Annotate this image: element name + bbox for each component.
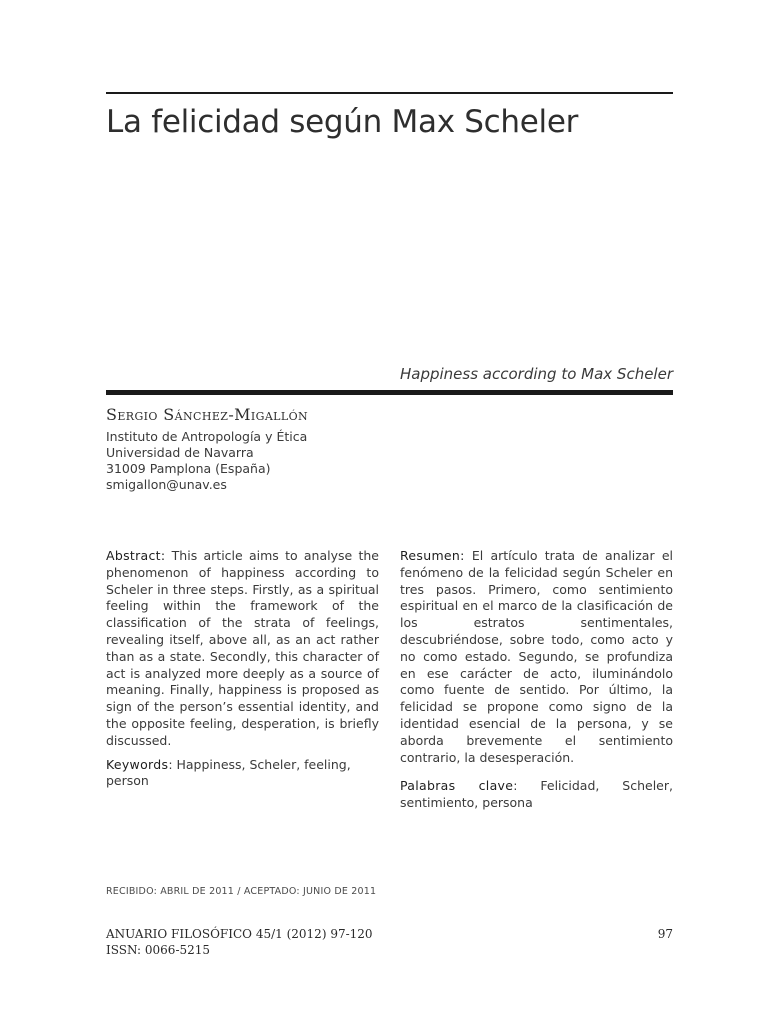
top-rule (106, 92, 673, 94)
header-divider (106, 390, 673, 395)
author-email[interactable]: smigallon@unav.es (106, 477, 227, 492)
abstract-paragraph (106, 548, 379, 750)
author-name: Sergio Sánchez-Migallón (106, 405, 309, 424)
keywords-paragraph (106, 757, 379, 791)
article-subtitle-english: Happiness according to Max Scheler (399, 365, 673, 383)
palabras-clave-text: : Felicidad, Scheler, sentimiento, persona (400, 778, 673, 811)
palabras-clave-label: Palabras clave (400, 778, 514, 794)
article-title: La felicidad según Max Scheler (106, 104, 579, 140)
keywords-label: Keywords (106, 756, 169, 772)
keywords-text: : Happiness, Scheler, feeling, person (106, 756, 351, 789)
journal-info (106, 926, 373, 958)
abstract-column (106, 548, 379, 797)
page-number: 97 (657, 927, 673, 941)
affiliation-address: 31009 Pamplona (España) (106, 461, 271, 476)
affiliation-university: Universidad de Navarra (106, 445, 254, 460)
journal-issn: ISSN: 0066-5215 (106, 943, 211, 957)
resumen-column (400, 548, 673, 819)
palabras-clave-paragraph (400, 778, 673, 812)
resumen-text: El artículo trata de analizar el fenómeno de la felicidad según Scheler en tres pasos. Primero, como sentimiento espiritual en el marco de la clasificación de los estratos sentimentales, descubriéndose, sobre todo, como acto y no como estado. Segundo, se profundiza en ese carácter de acto, iluminándolo como fuente de sentido. Por último, la felicidad se propone como signo de la identidad esencial de la persona, y se aborda brevemente el sentimiento contrario, la desesperación. (400, 548, 673, 765)
resumen-label: Resumen: (400, 548, 465, 563)
received-dates: RECIBIDO: ABRIL DE 2011 / ACEPTADO: JUNIO DE 2011 (106, 886, 377, 897)
abstract-text: This article aims to analyse the phenomenon of happiness according to Scheler in three steps. Firstly, as a spiritual feeling within the framework of the classification of the strata of feelings, revealing itself, above all, as an act rather than as a state. Secondly, this character of act is analyzed more deeply as a source of meaning. Finally, happiness is proposed as sign of the person’s essential identity, and the opposite feeling, desperation, is briefly discussed. (106, 548, 379, 748)
author-affiliation (106, 429, 307, 493)
abstract-label: Abstract: (106, 548, 166, 563)
resumen-paragraph (400, 548, 673, 766)
journal-citation: ANUARIO FILOSÓFICO 45/1 (2012) 97-120 (106, 927, 373, 941)
affiliation-institute: Instituto de Antropología y Ética (106, 429, 308, 444)
